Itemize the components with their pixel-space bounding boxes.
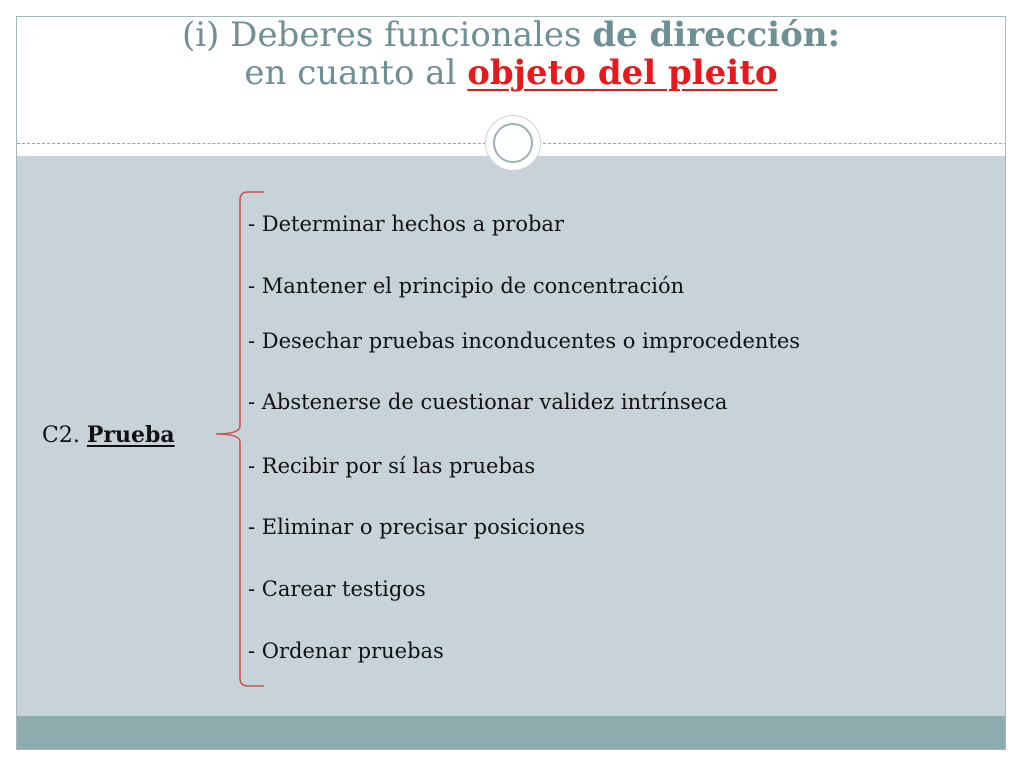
list-item: - Mantener el principio de concentración <box>248 274 685 298</box>
title-light-text: (i) Deberes funcionales <box>181 15 582 55</box>
topic-prefix: C2. <box>42 423 80 448</box>
list-item: - Recibir por sí las pruebas <box>248 454 536 478</box>
list-item: - Abstenerse de cuestionar validez intrínseca <box>248 390 728 414</box>
list-item: - Ordenar pruebas <box>248 639 444 663</box>
title-subline-text: en cuanto al <box>244 53 457 93</box>
circle-ornament-inner-ring <box>493 123 533 163</box>
circle-ornament-icon <box>485 115 541 171</box>
title-line-1 <box>16 16 1006 54</box>
curly-brace-icon <box>210 190 270 690</box>
list-item: - Determinar hechos a probar <box>248 212 564 236</box>
title-emphasis-text: objeto del pleito <box>467 53 778 93</box>
slide-footer-bar <box>17 716 1006 750</box>
slide-title <box>16 16 1006 92</box>
slide <box>16 16 1006 750</box>
list-item: - Desechar pruebas inconducentes o improcedentes <box>248 329 801 353</box>
title-bold-text: de dirección: <box>592 15 841 55</box>
list-item: - Carear testigos <box>248 577 426 601</box>
list-item: - Eliminar o precisar posiciones <box>248 515 586 539</box>
topic-label <box>42 422 175 448</box>
title-line-2 <box>16 54 1006 92</box>
topic-name: Prueba <box>86 422 175 448</box>
